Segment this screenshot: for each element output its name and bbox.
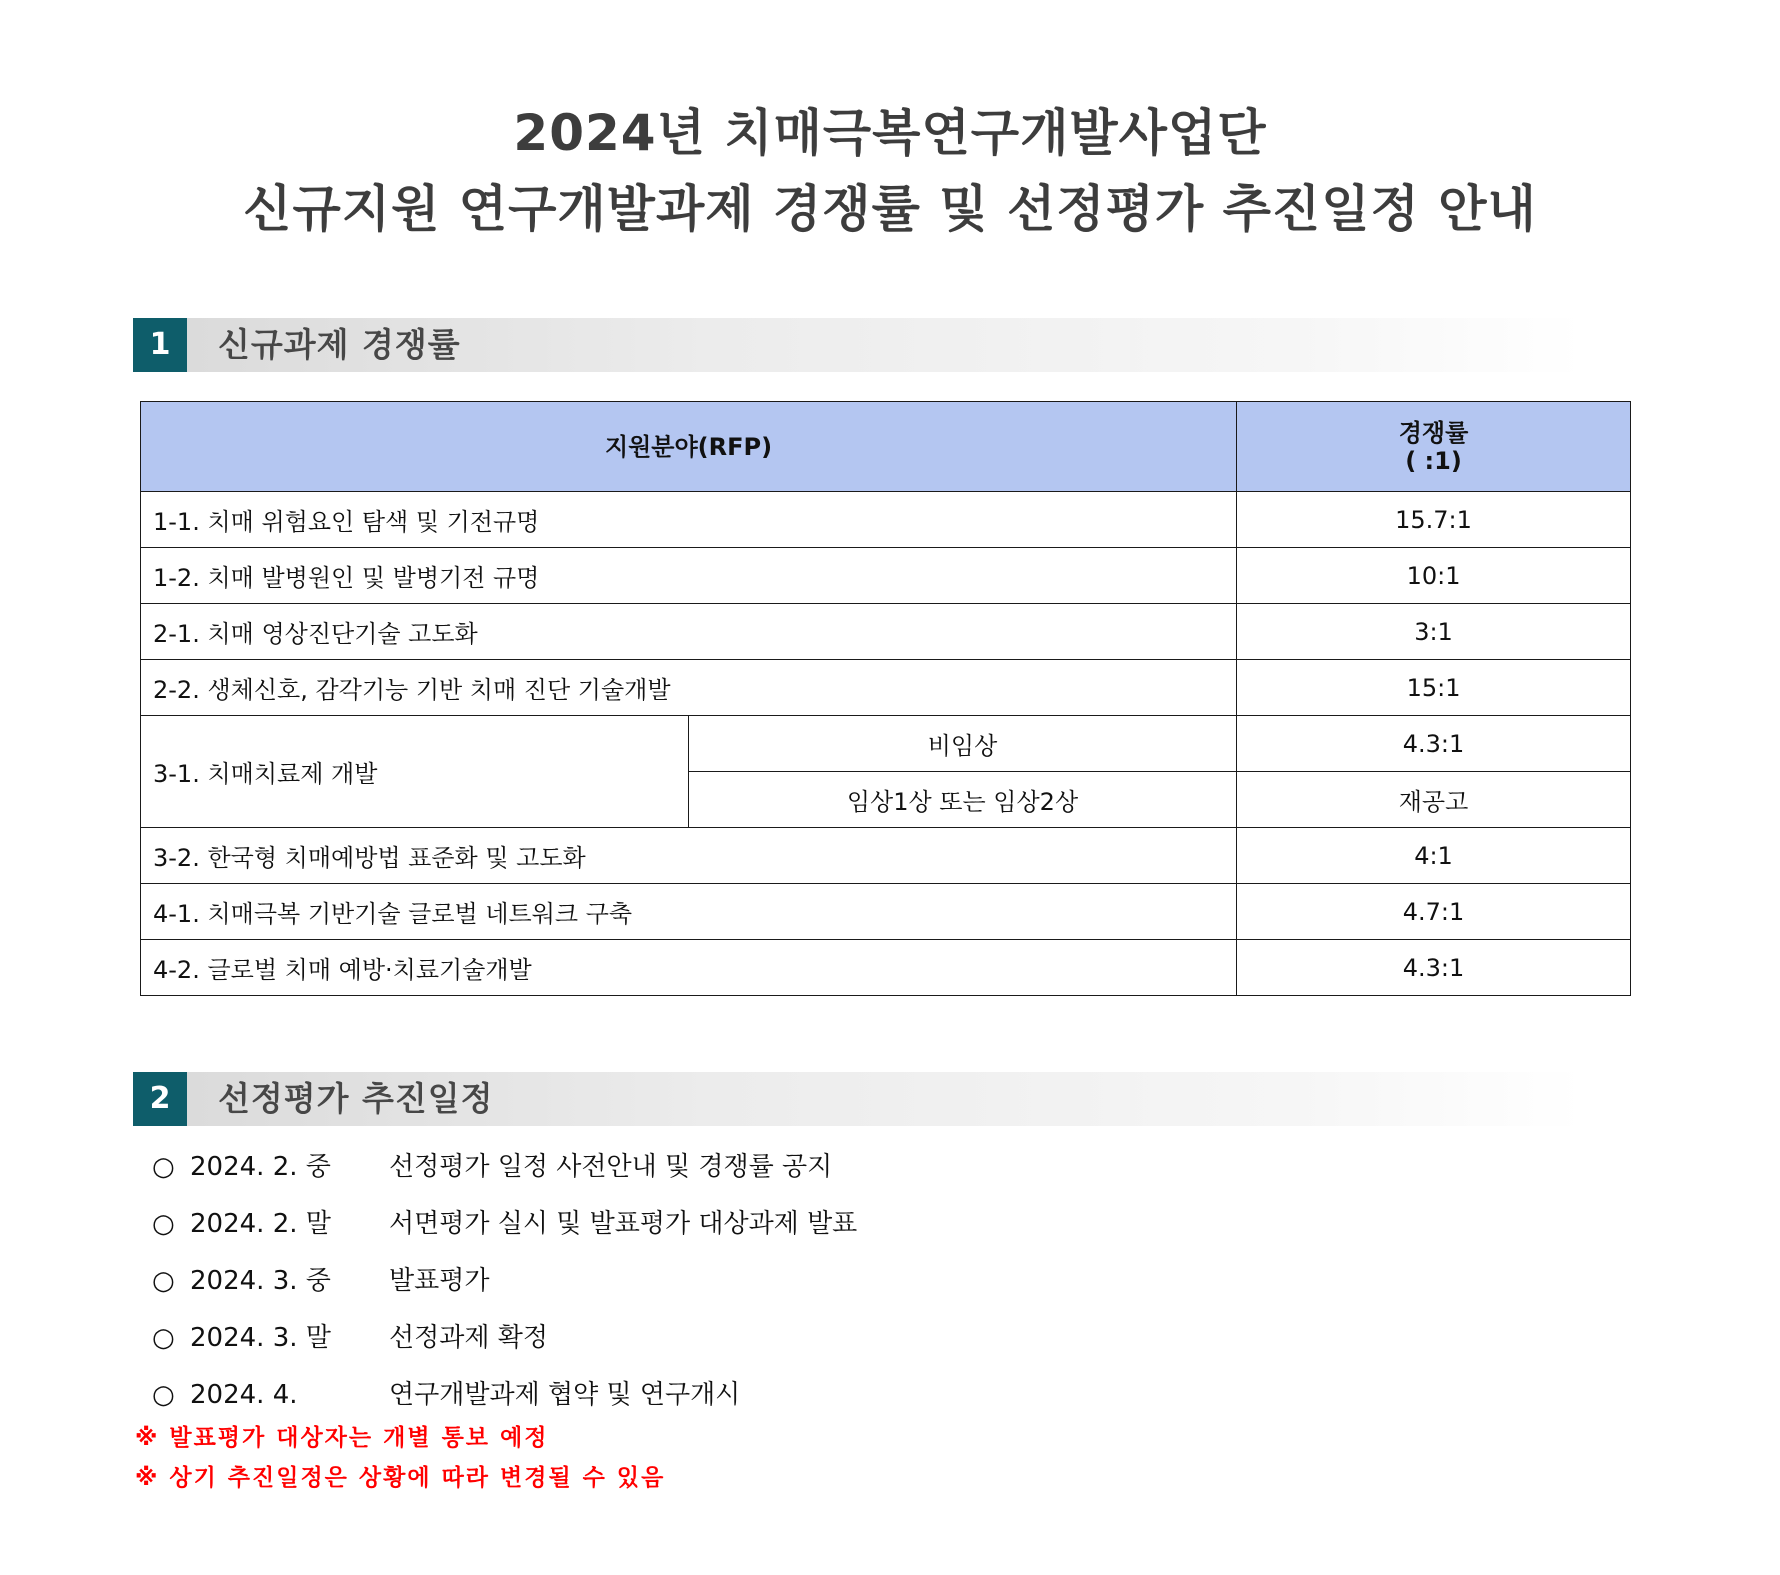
rfp-sub-label: 임상1상 또는 임상2상 (689, 772, 1237, 828)
rfp-rate: 4:1 (1237, 828, 1631, 884)
note-line-2: ※ 상기 추진일정은 상황에 따라 변경될 수 있음 (135, 1465, 666, 1491)
section-2-header (133, 1072, 1583, 1126)
rfp-rate: 15.7:1 (1237, 492, 1631, 548)
schedule-date: 2024. 3. 중 (190, 1266, 331, 1296)
schedule-date: 2024. 2. 말 (190, 1209, 331, 1239)
table-row (141, 548, 1631, 604)
rfp-rate: 10:1 (1237, 548, 1631, 604)
header-rate-unit: ( :1) (1405, 446, 1462, 475)
circle-bullet-icon: ○ (152, 1380, 175, 1410)
rfp-rate: 4.3:1 (1237, 940, 1631, 996)
rfp-name: 3-1. 치매치료제 개발 (141, 716, 689, 828)
circle-bullet-icon: ○ (152, 1152, 175, 1182)
note-line-1: ※ 발표평가 대상자는 개별 통보 예정 (135, 1425, 549, 1451)
header-rate (1237, 402, 1631, 492)
schedule-desc: 선정과제 확정 (389, 1323, 548, 1353)
title-line-2: 신규지원 연구개발과제 경쟁률 및 선정평가 추진일정 안내 (243, 180, 1537, 238)
rfp-rate: 재공고 (1237, 772, 1631, 828)
table-header-row (141, 402, 1631, 492)
table-row (141, 940, 1631, 996)
circle-bullet-icon: ○ (152, 1323, 175, 1353)
rfp-name: 1-2. 치매 발병원인 및 발병기전 규명 (141, 548, 1237, 604)
rfp-name: 4-2. 글로벌 치매 예방·치료기술개발 (141, 940, 1237, 996)
circle-bullet-icon: ○ (152, 1266, 175, 1296)
title-line-1: 2024년 치매극복연구개발사업단 (513, 104, 1267, 162)
header-rate-label: 경쟁률 (1398, 418, 1469, 447)
section-2-title: 선정평가 추진일정 (218, 1079, 494, 1118)
section-1-header (133, 318, 1583, 372)
schedule-desc: 연구개발과제 협약 및 연구개시 (389, 1380, 741, 1410)
schedule-date: 2024. 3. 말 (190, 1323, 331, 1353)
rfp-rate: 4.3:1 (1237, 716, 1631, 772)
rfp-name: 2-2. 생체신호, 감각기능 기반 치매 진단 기술개발 (141, 660, 1237, 716)
competition-rate-table (140, 401, 1631, 996)
rfp-rate: 4.7:1 (1237, 884, 1631, 940)
header-field: 지원분야(RFP) (141, 402, 1237, 492)
rfp-name: 1-1. 치매 위험요인 탐색 및 기전규명 (141, 492, 1237, 548)
rfp-sub-label: 비임상 (689, 716, 1237, 772)
table-row (141, 828, 1631, 884)
table-row (141, 660, 1631, 716)
schedule-date: 2024. 4. (190, 1380, 298, 1410)
notes (135, 1418, 665, 1498)
schedule-desc: 선정평가 일정 사전안내 및 경쟁률 공지 (389, 1152, 833, 1182)
rfp-name: 4-1. 치매극복 기반기술 글로벌 네트워크 구축 (141, 884, 1237, 940)
document-title (0, 95, 1780, 247)
rfp-rate: 15:1 (1237, 660, 1631, 716)
rfp-name: 2-1. 치매 영상진단기술 고도화 (141, 604, 1237, 660)
schedule-date: 2024. 2. 중 (190, 1152, 331, 1182)
schedule-desc: 서면평가 실시 및 발표평가 대상과제 발표 (389, 1209, 858, 1239)
section-1-title: 신규과제 경쟁률 (218, 325, 461, 364)
section-2-number: 2 (133, 1072, 187, 1126)
table-row (141, 716, 1631, 772)
table-row (141, 884, 1631, 940)
schedule-desc: 발표평가 (389, 1266, 490, 1296)
table-row (141, 604, 1631, 660)
section-1-number: 1 (133, 318, 187, 372)
circle-bullet-icon: ○ (152, 1209, 175, 1239)
rfp-name: 3-2. 한국형 치매예방법 표준화 및 고도화 (141, 828, 1237, 884)
rfp-rate: 3:1 (1237, 604, 1631, 660)
table-row (141, 492, 1631, 548)
